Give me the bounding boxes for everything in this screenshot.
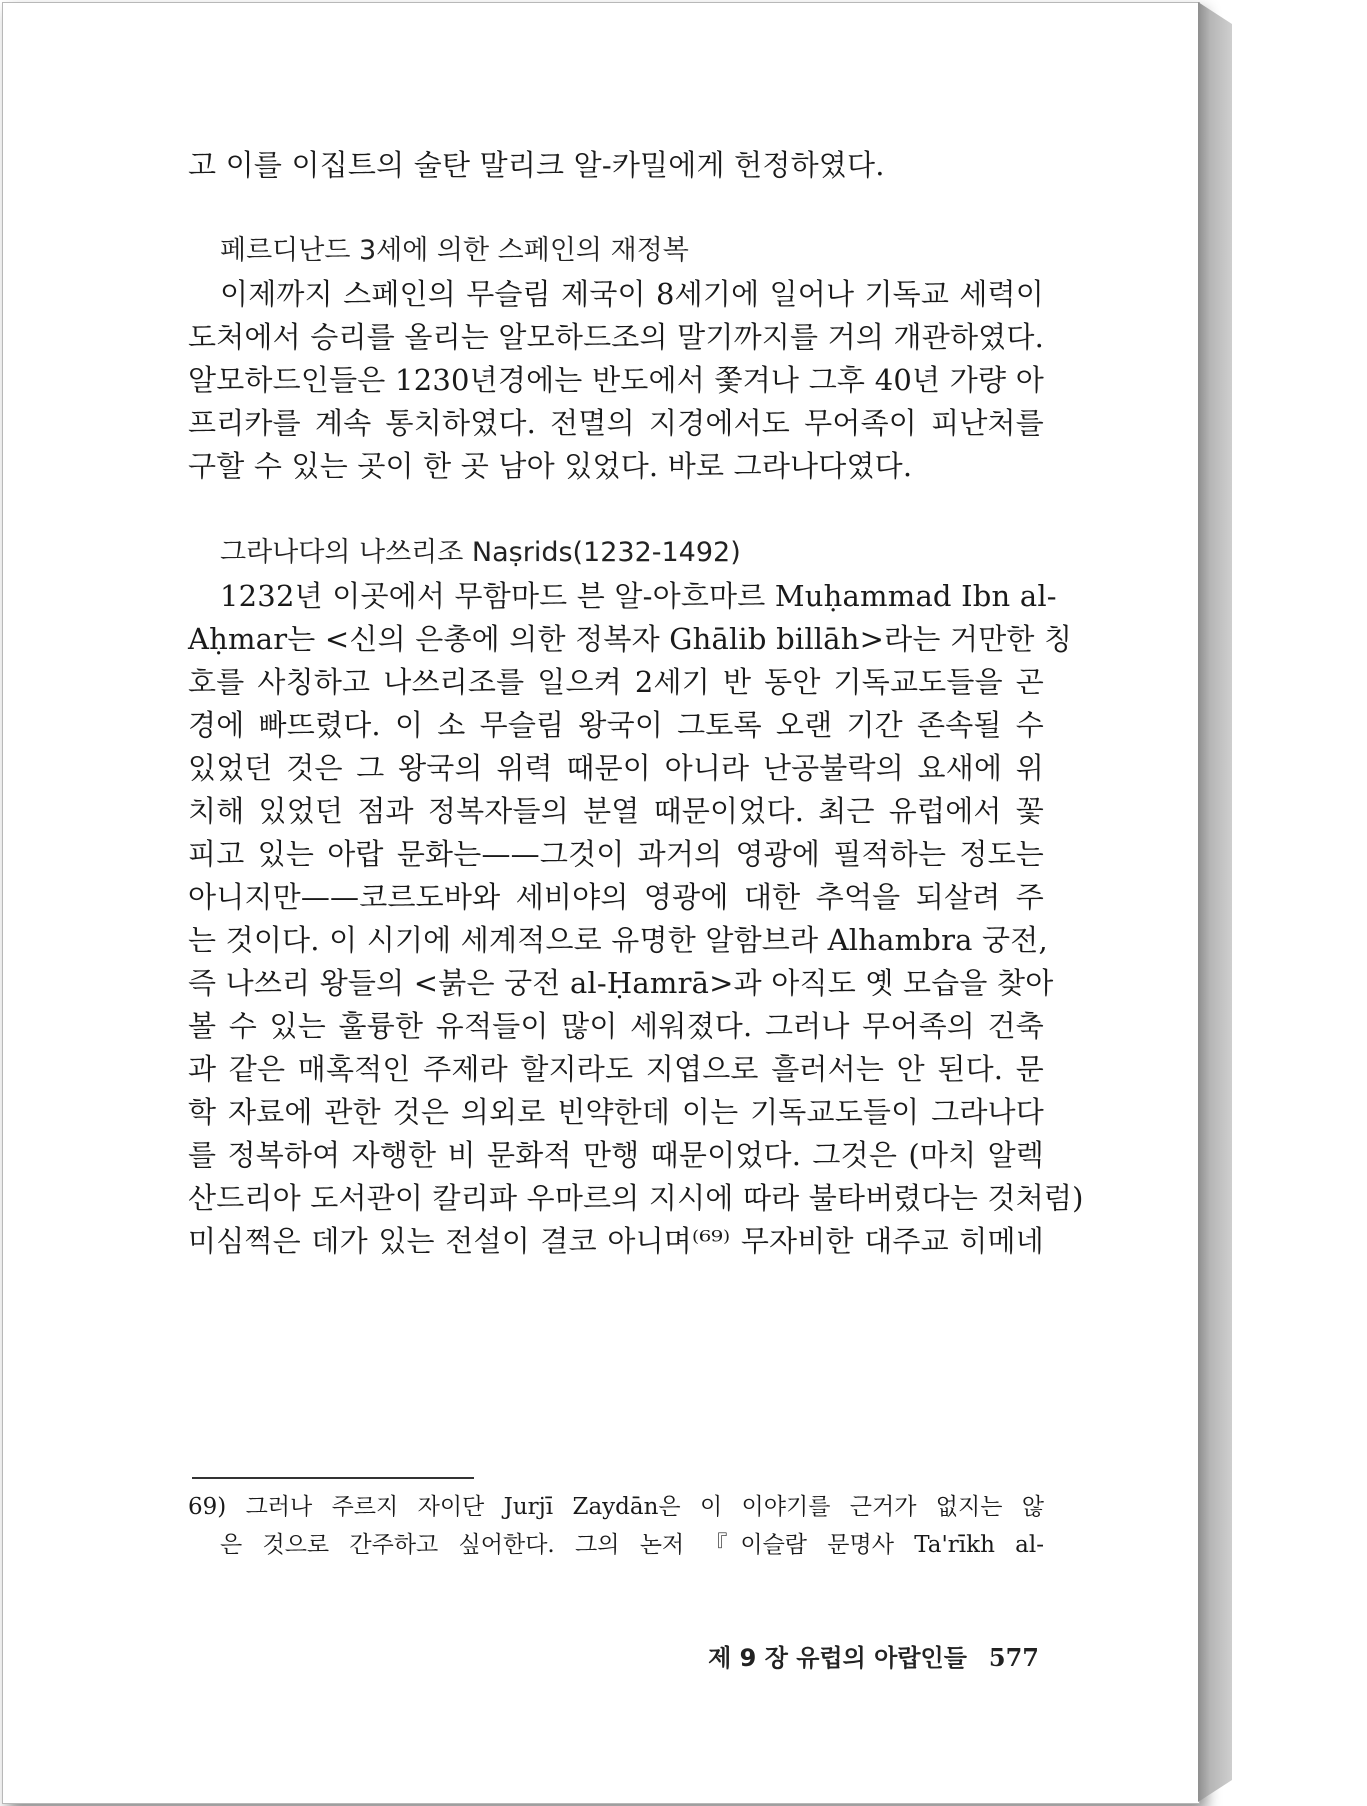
paragraph-line: 를 정복하여 자행한 비 문화적 만행 때문이었다. 그것은 (마치 알렉 bbox=[188, 1138, 1044, 1172]
section-heading-reconquest: 페르디난드 3세에 의한 스페인의 재정복 bbox=[220, 235, 689, 266]
paragraph-line: 도처에서 승리를 올리는 알모하드조의 말기까지를 거의 개관하였다. bbox=[188, 320, 1044, 354]
paragraph-line: 1232년 이곳에서 무함마드 븐 알-아흐마르 Muḥammad Ibn al- bbox=[220, 579, 1057, 613]
paragraph-line: 미심쩍은 데가 있는 전설이 결코 아니며⁽⁶⁹⁾ 무자비한 대주교 히메네 bbox=[188, 1224, 1044, 1258]
paragraph-line: 경에 빠뜨렸다. 이 소 무슬림 왕국이 그토록 오랜 기간 존속될 수 bbox=[188, 708, 1044, 742]
paragraph-line: 있었던 것은 그 왕국의 위력 때문이 아니라 난공불락의 요새에 위 bbox=[188, 751, 1044, 785]
paragraph-line: 알모하드인들은 1230년경에는 반도에서 쫓겨나 그후 40년 가량 아 bbox=[188, 363, 1044, 397]
paragraph-line: 산드리아 도서관이 칼리파 우마르의 지시에 따라 불타버렸다는 것처럼) bbox=[188, 1181, 1084, 1215]
paragraph-line: 이제까지 스페인의 무슬림 제국이 8세기에 일어나 기독교 세력이 bbox=[220, 277, 1044, 311]
intro-line: 고 이를 이집트의 술탄 말리크 알-카밀에게 헌정하였다. bbox=[188, 148, 885, 182]
paragraph-line: 아니지만——코르도바와 세비야의 영광에 대한 추억을 되살려 주 bbox=[188, 880, 1044, 914]
paragraph-line: 치해 있었던 점과 정복자들의 분열 때문이었다. 최근 유럽에서 꽃 bbox=[188, 794, 1044, 828]
chapter-title: 제 9 장 유럽의 아랍인들 bbox=[708, 1644, 967, 1672]
paragraph-line: 호를 사칭하고 나쓰리조를 일으켜 2세기 반 동안 기독교도들을 곤 bbox=[188, 665, 1044, 699]
paragraph-line: 과 같은 매혹적인 주제라 할지라도 지엽으로 흘러서는 안 된다. 문 bbox=[188, 1052, 1044, 1086]
section-heading-nasrids: 그라나다의 나쓰리조 Naṣrids(1232-1492) bbox=[220, 537, 741, 568]
footnote-line: 69) 그러나 주르지 자이단 Jurjī Zaydān은 이 이야기를 근거가 없지는 않 bbox=[188, 1494, 1044, 1520]
paragraph-line: 는 것이다. 이 시기에 세계적으로 유명한 알함브라 Alhambra 궁전, bbox=[188, 923, 1048, 957]
page-edge-shadow bbox=[1198, 2, 1232, 1802]
paragraph-line: 학 자료에 관한 것은 의외로 빈약한데 이는 기독교도들이 그라나다 bbox=[188, 1095, 1044, 1129]
running-footer bbox=[708, 1640, 1039, 1676]
paragraph-line: 프리카를 계속 통치하였다. 전멸의 지경에서도 무어족이 피난처를 bbox=[188, 406, 1044, 440]
page-number: 577 bbox=[988, 1643, 1039, 1672]
paragraph-line: 구할 수 있는 곳이 한 곳 남아 있었다. 바로 그라나다였다. bbox=[188, 449, 913, 483]
paragraph-line: 볼 수 있는 훌륭한 유적들이 많이 세워졌다. 그러나 무어족의 건축 bbox=[188, 1009, 1044, 1043]
paragraph-line: 즉 나쓰리 왕들의 <붉은 궁전 al-Ḥamrā>과 아직도 옛 모습을 찾아 bbox=[188, 966, 1054, 1000]
paragraph-line: 피고 있는 아랍 문화는——그것이 과거의 영광에 필적하는 정도는 bbox=[188, 837, 1044, 871]
footnote-line: 은 것으로 간주하고 싶어한다. 그의 논저 『이슬람 문명사 Ta'rīkh al- bbox=[220, 1532, 1044, 1558]
footnote-separator bbox=[192, 1477, 474, 1479]
paragraph-line: Aḥmar는 <신의 은총에 의한 정복자 Ghālib billāh>라는 거만한 칭 bbox=[188, 622, 1073, 656]
